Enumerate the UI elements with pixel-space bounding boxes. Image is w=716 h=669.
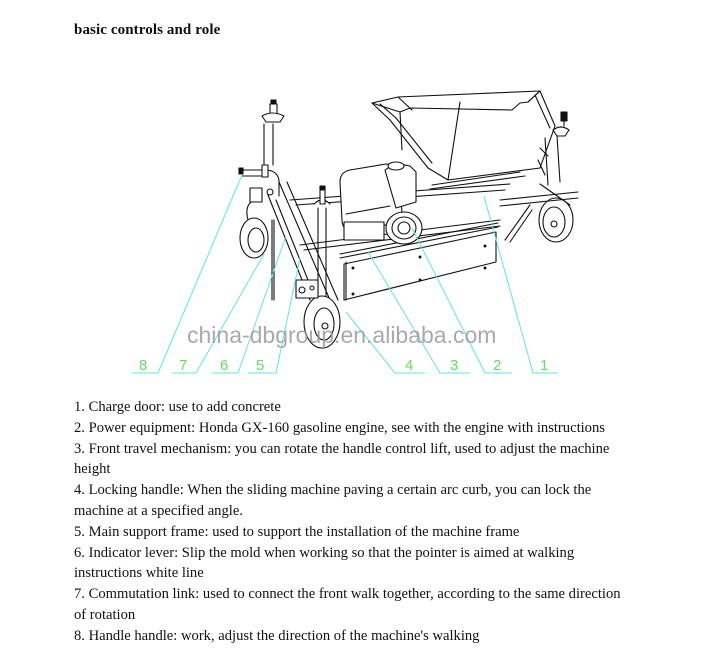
list-item-locking-handle: 4. Locking handle: When the sliding machine paving a certain arc curb, you can lock the machine at a specified angle. [74, 482, 592, 519]
page-title: basic controls and role [74, 22, 221, 38]
watermark: china-dbgroup.en.alibaba.com [187, 322, 497, 348]
list-item-main-support-frame: 5. Main support frame: used to support the installation of the machine frame [74, 523, 520, 540]
callout-4: 4 [405, 357, 414, 374]
callout-7: 7 [179, 357, 188, 374]
callout-1: 1 [540, 357, 549, 374]
machine-drawing [239, 91, 578, 348]
handle-assembly [239, 100, 340, 348]
rear-jack [500, 112, 578, 242]
callout-3: 3 [450, 357, 459, 374]
list-item-charge-door: 1. Charge door: use to add concrete [74, 399, 281, 415]
list-item-power-equipment: 2. Power equipment: Honda GX-160 gasoline engine, see with the engine with instructions [74, 419, 605, 436]
list-item-indicator-lever: 6. Indicator lever: Slip the mold when working so that the pointer is aimed at walking instructions white line [74, 544, 575, 582]
callout-8: 8 [139, 357, 148, 374]
callout-6: 6 [220, 357, 229, 374]
callout-5: 5 [256, 357, 265, 374]
controls-list [74, 397, 634, 647]
list-item-front-travel-mechanism: 3. Front travel mechanism: you can rotate the handle control lift, used to adjust the machine height [74, 440, 610, 478]
list-item-handle: 8. Handle handle: work, adjust the direction of the machine's walking [74, 627, 480, 644]
list-item-commutation-link: 7. Commutation link: used to connect the front walk together, according to the same direction of rotation [74, 586, 621, 623]
callout-2: 2 [493, 357, 502, 374]
engine [340, 162, 422, 244]
